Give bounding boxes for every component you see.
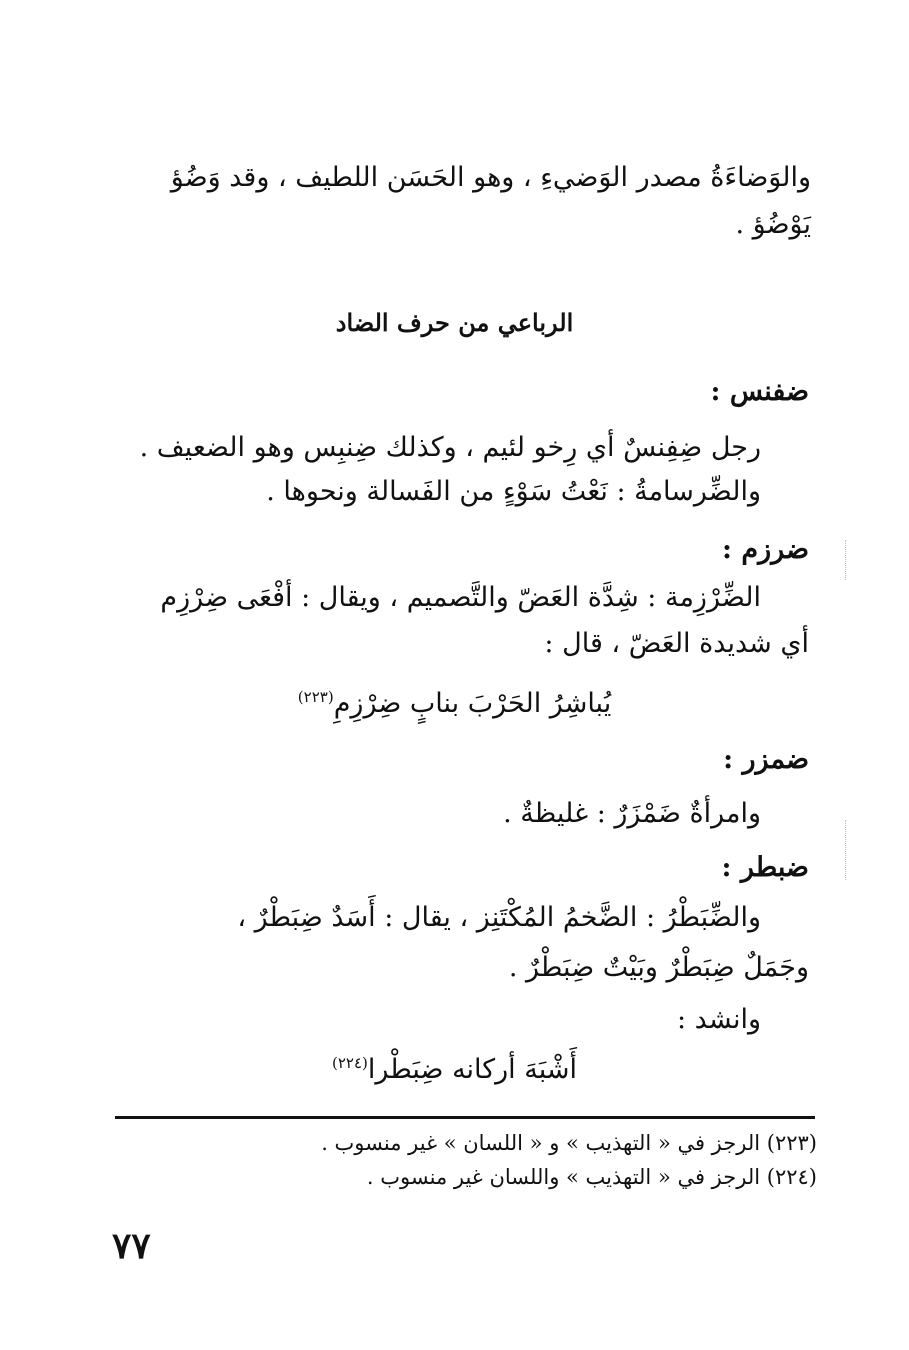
entry-head-dmzr: ضمزر : xyxy=(723,744,809,775)
footnote-ref: (٢٢٤) xyxy=(331,1054,368,1072)
page-number: ٧٧ xyxy=(112,1225,151,1267)
intro-line-2: يَوْضُؤ . xyxy=(735,209,811,240)
entry-line: أي شديدة العَضّ ، قال : xyxy=(544,628,809,659)
entry-line: وانشد : xyxy=(677,1004,761,1035)
verse xyxy=(0,688,909,719)
intro-line-1: والوَضاءَةُ مصدر الوَضيءِ ، وهو الحَسَن اللطيف ، وقد وَضُؤ xyxy=(170,162,811,193)
section-heading: الرباعي من حرف الضاد xyxy=(335,308,574,337)
footnote-ref: (٢٢٣) xyxy=(297,688,334,706)
verse-text: يُباشِرُ الحَرْبَ بنابٍ ضِرْزِمِ xyxy=(333,688,612,719)
footnote: (٢٢٣) الرجز في « التهذيب » و « اللسان » غير منسوب . xyxy=(321,1131,817,1155)
scan-mark xyxy=(845,540,846,580)
footnote: (٢٢٤) الرجز في « التهذيب » واللسان غير منسوب . xyxy=(366,1165,817,1189)
entry-head-drzm: ضرزم : xyxy=(722,534,809,565)
entry-line: وامرأةٌ ضَمْزَرٌ : غليظةٌ . xyxy=(503,798,761,829)
scan-mark xyxy=(845,820,846,880)
entry-line: رجل ضِفِنسٌ أي رِخو لئيم ، وكذلك ضِنبِس وهو الضعيف . xyxy=(139,432,761,463)
entry-line: والضِّبَطْرُ : الضَّخمُ المُكْتَنِز ، يقال : أَسَدٌ ضِبَطْرٌ ، xyxy=(237,902,761,933)
entry-line: وجَمَلٌ ضِبَطْرٌ وبَيْتٌ ضِبَطْرٌ . xyxy=(508,952,809,983)
verse xyxy=(0,1054,909,1085)
entry-head-dfns: ضفنس : xyxy=(710,376,809,407)
footnote-divider xyxy=(115,1116,815,1119)
entry-line: الضِّرْزِمة : شِدَّة العَضّ والتَّصميم ، ويقال : أفْعَى ضِرْزِم xyxy=(160,582,761,613)
entry-head-dbtr: ضبطر : xyxy=(721,852,809,883)
entry-line: والضِّرسامةُ : نَعْتُ سَوْءٍ من الفَسالة ونحوها . xyxy=(266,476,761,507)
verse-text: أَشْبَهَ أركانه ضِبَطْرا xyxy=(367,1054,578,1085)
